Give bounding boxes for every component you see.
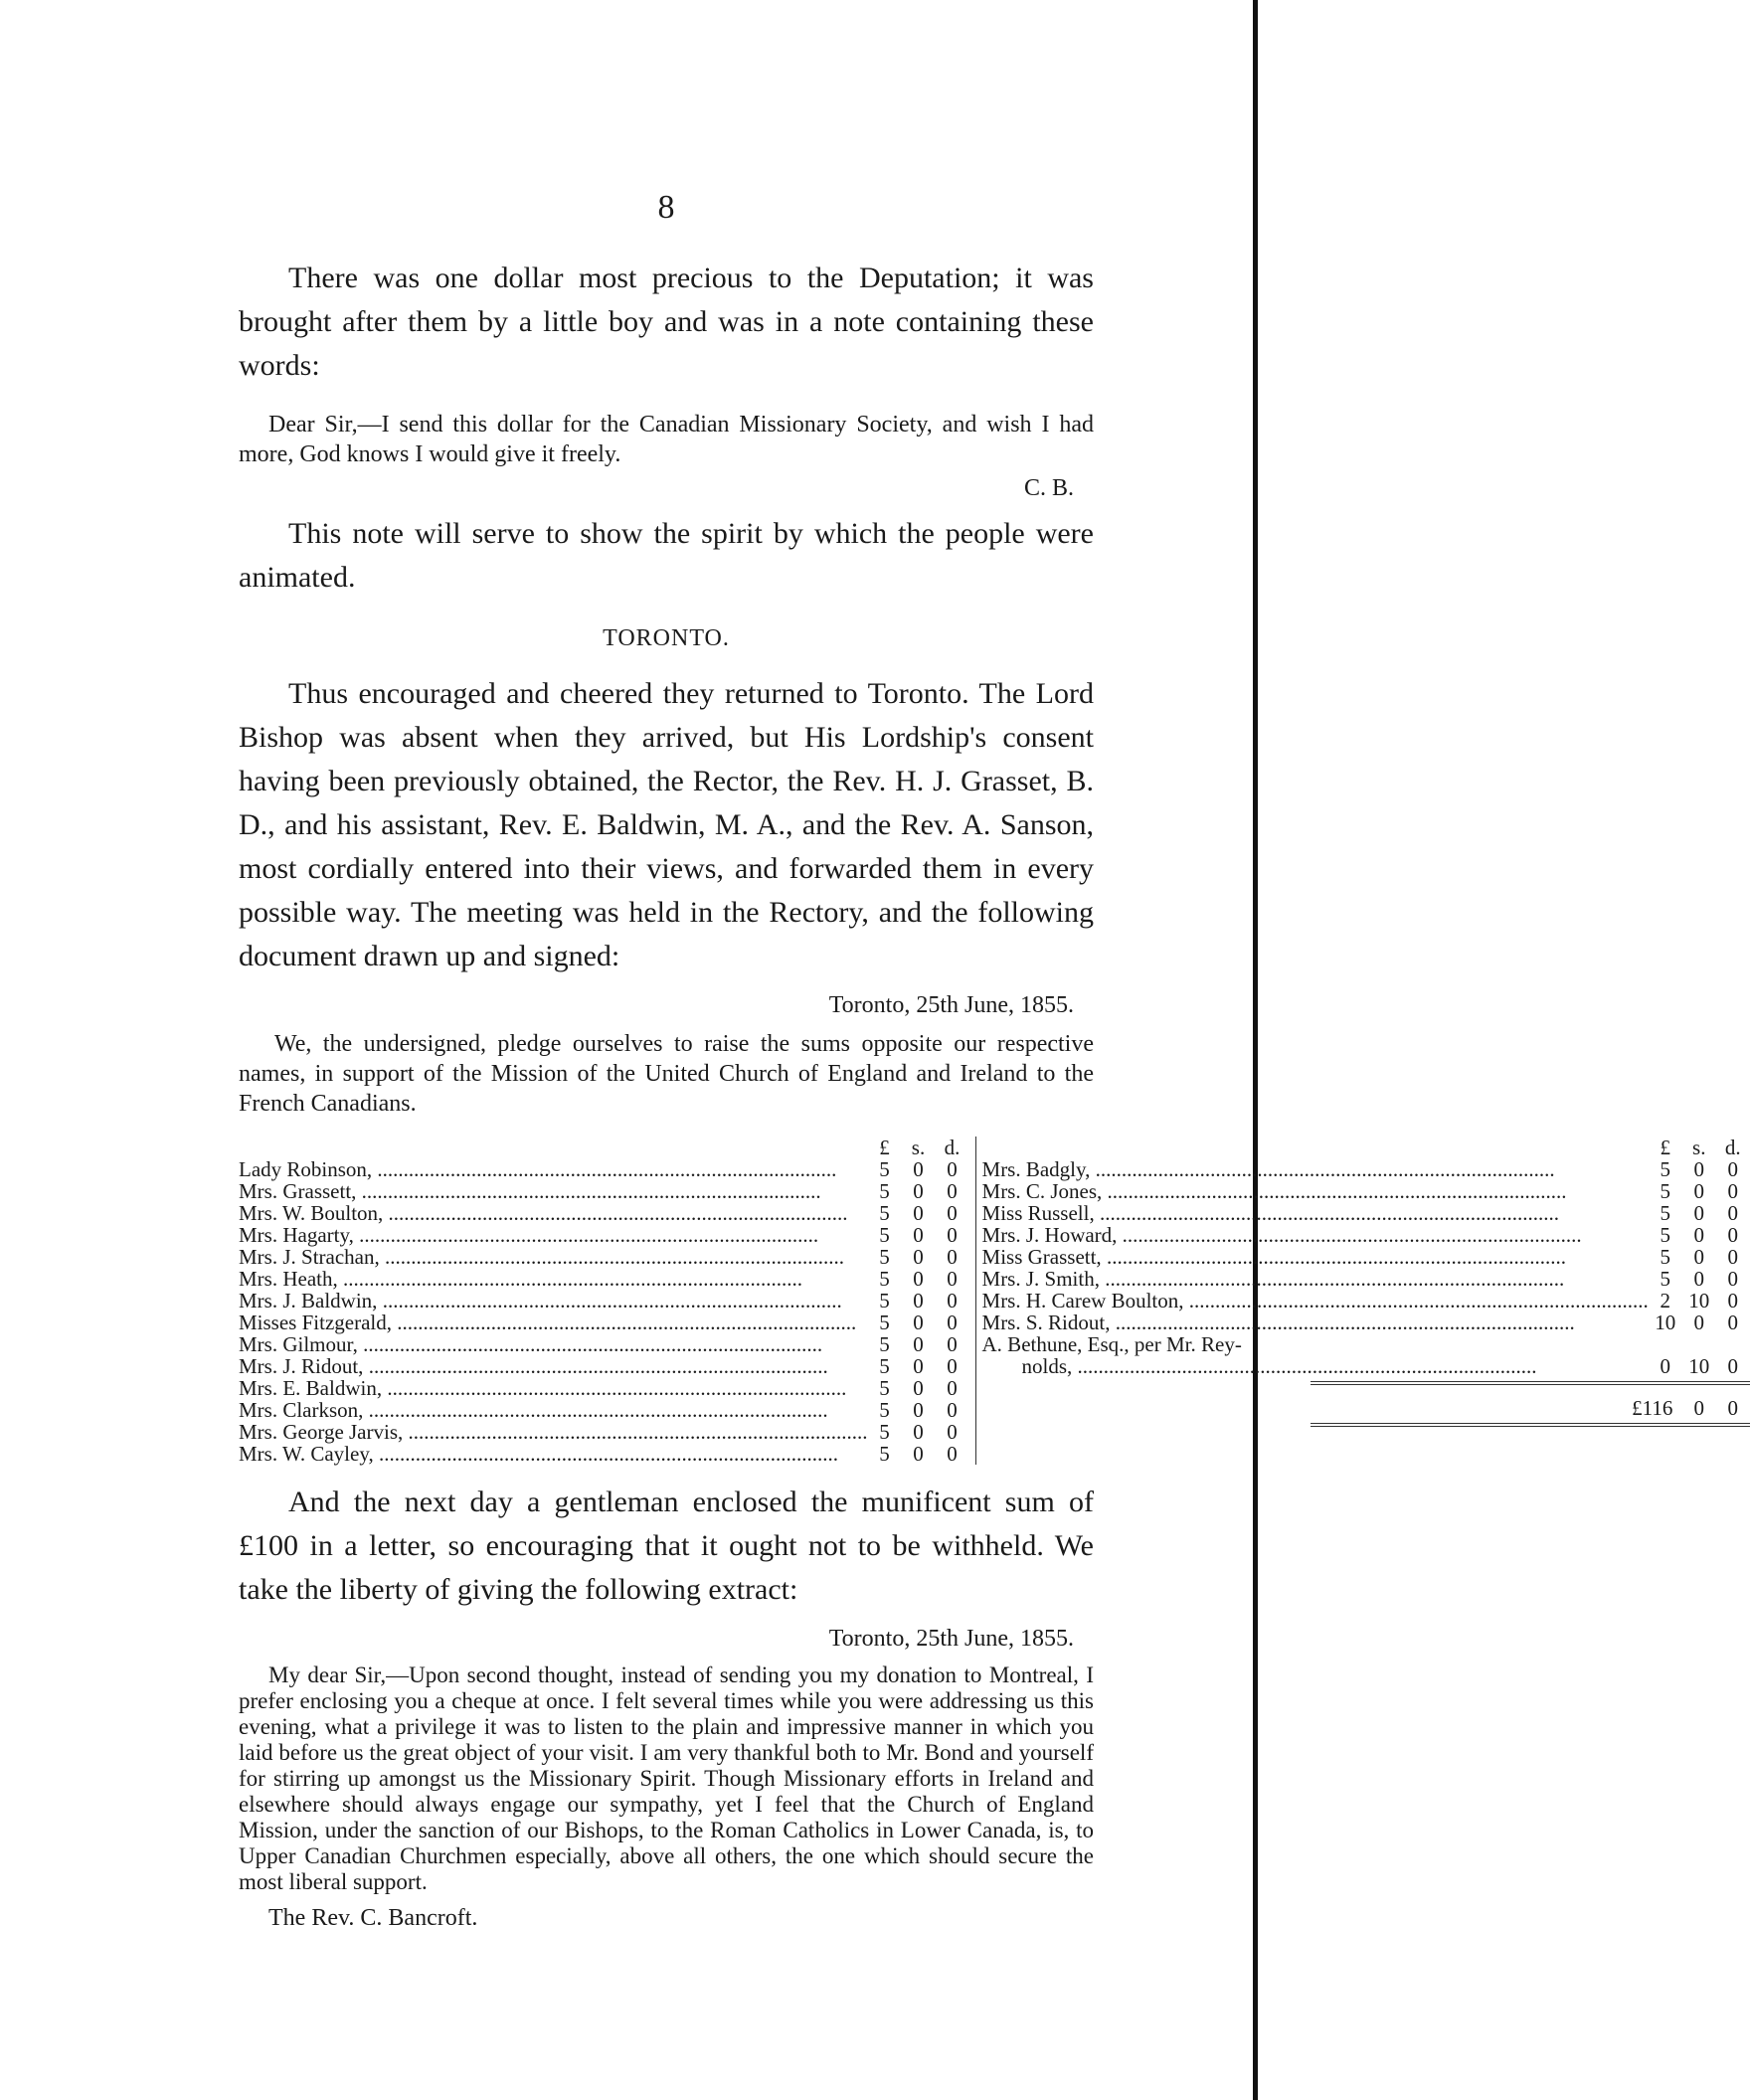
amount-shillings: 0 xyxy=(913,1332,924,1356)
shilling-header: s. xyxy=(911,1136,926,1159)
dateline: Toronto, 25th June, 1855. xyxy=(828,992,1074,1018)
subscriber-row xyxy=(982,1355,1750,1377)
subscriber-row xyxy=(239,1355,969,1377)
subscription-column-left xyxy=(239,1137,976,1465)
amount-shillings: 0 xyxy=(913,1354,924,1378)
amount-shillings: 0 xyxy=(913,1289,924,1312)
currency-header xyxy=(982,1137,1750,1158)
amount-pence: 0 xyxy=(947,1442,958,1466)
amount-pence: 0 xyxy=(947,1354,958,1378)
subscriber-row xyxy=(982,1333,1750,1355)
pence-header: d. xyxy=(944,1136,961,1159)
page-edge xyxy=(1253,0,1320,2100)
subscriber-row xyxy=(239,1246,969,1268)
total-pence: 0 xyxy=(1727,1396,1739,1420)
amount-shillings: 0 xyxy=(1693,1201,1705,1225)
amount-pounds: 5 xyxy=(879,1179,890,1203)
amount-pence: 0 xyxy=(1727,1201,1739,1225)
subscriber-name: Mrs. J. Baldwin, ..... xyxy=(239,1290,868,1312)
currency-header xyxy=(239,1137,969,1158)
subscriber-name: Mrs. Hagarty, ..... xyxy=(239,1224,868,1246)
amount-pence: 0 xyxy=(1727,1267,1739,1291)
amount-pounds: 5 xyxy=(879,1311,890,1334)
shilling-header: s. xyxy=(1692,1136,1706,1159)
subscriber-row xyxy=(239,1377,969,1399)
amount-shillings: 0 xyxy=(913,1311,924,1334)
total-shillings: 0 xyxy=(1693,1396,1705,1420)
subscriber-name: Mrs. J. Howard, ..... xyxy=(982,1224,1649,1246)
amount-shillings: 0 xyxy=(913,1267,924,1291)
amount-pence: 0 xyxy=(1727,1179,1739,1203)
amount-pounds: 5 xyxy=(879,1201,890,1225)
quoted-note: Dear Sir,—I send this dollar for the Canadian Missionary Society, and wish I had more, God knows I would give it freely. xyxy=(239,412,1094,467)
amount-pence: 0 xyxy=(947,1420,958,1444)
subscriber-name: Mrs. Badgly, ..... xyxy=(982,1158,1649,1180)
pence-header: d. xyxy=(1724,1136,1741,1159)
subscriber-row xyxy=(982,1268,1750,1290)
subscription-list xyxy=(239,1136,1741,1466)
pledge-text: We, the undersigned, pledge ourselves to raise the sums opposite our respective names, in support of the Mission of the United Church of England and Ireland to the French Canadians. xyxy=(239,1031,1094,1117)
subscriber-row xyxy=(239,1224,969,1246)
page xyxy=(239,189,1741,1932)
amount-pounds: 5 xyxy=(1660,1157,1671,1181)
subscriber-name: Mrs. George Jarvis, ..... xyxy=(239,1421,868,1443)
amount-pounds: 5 xyxy=(1660,1245,1671,1269)
amount-shillings: 0 xyxy=(1693,1311,1705,1334)
amount-pence: 0 xyxy=(1727,1354,1739,1378)
letter-extract: My dear Sir,—Upon second thought, instead of sending you my donation to Montreal, I prefer enclosing you a cheque at once. I felt several times while you were addressing us this evening, what a privilege it was to listen to the plain and impressive manner in which you laid before us the great object of your visit. I am very thankful both to Mr. Bond and yourself for stirring up amongst us the Missionary Spirit. Though Missionary efforts in Ireland and elsewhere should always engage our sympathy, yet I feel that the Church of England Mission, under the sanction of our Bishops, to the Roman Catholics in Lower Canada, is, to Upper Canadian Churchmen especially, above all others, the one which should secure the most liberal support. xyxy=(239,1662,1094,1894)
amount-shillings: 10 xyxy=(1688,1289,1710,1312)
amount-pence: 0 xyxy=(1727,1289,1739,1312)
amount-pence: 0 xyxy=(947,1289,958,1312)
subscriber-name: A. Bethune, Esq., per Mr. Rey- xyxy=(981,1332,1242,1356)
amount-pounds: 5 xyxy=(1660,1223,1671,1247)
dateline: Toronto, 25th June, 1855. xyxy=(828,1626,1074,1652)
subscriber-name: Mrs. Clarkson, ..... xyxy=(239,1399,868,1421)
subscriber-name: Mrs. W. Cayley, ..... xyxy=(239,1443,868,1465)
subscriber-name: Mrs. H. Carew Boulton, ..... xyxy=(982,1290,1649,1312)
total-row xyxy=(982,1397,1750,1419)
amount-pounds: 5 xyxy=(879,1376,890,1400)
subscriber-row xyxy=(239,1399,969,1421)
subscriber-name: Mrs. C. Jones, ..... xyxy=(982,1180,1649,1202)
amount-pence: 0 xyxy=(1727,1311,1739,1334)
pound-header: £ xyxy=(879,1136,890,1159)
total-rule xyxy=(1311,1423,1750,1427)
subscription-column-right xyxy=(976,1137,1750,1465)
subscriber-name: Lady Robinson, ..... xyxy=(239,1158,868,1180)
amount-shillings: 0 xyxy=(913,1179,924,1203)
subscriber-name: Mrs. Gilmour, ..... xyxy=(239,1333,868,1355)
subscriber-name: Mrs. J. Strachan, ..... xyxy=(239,1246,868,1268)
subscriber-row xyxy=(239,1421,969,1443)
amount-shillings: 0 xyxy=(1693,1245,1705,1269)
amount-shillings: 0 xyxy=(1693,1157,1705,1181)
subscriber-row xyxy=(982,1246,1750,1268)
amount-pounds: 0 xyxy=(1660,1354,1671,1378)
amount-pence: 0 xyxy=(1727,1245,1739,1269)
amount-pounds: 5 xyxy=(1660,1267,1671,1291)
amount-pounds: 5 xyxy=(879,1157,890,1181)
amount-pence: 0 xyxy=(947,1398,958,1422)
amount-shillings: 0 xyxy=(913,1223,924,1247)
total-rule xyxy=(1311,1381,1750,1385)
subscriber-row xyxy=(982,1158,1750,1180)
paragraph-toronto: Thus encouraged and cheered they returned to Toronto. The Lord Bishop was absent when they arrived, but His Lordship's consent having been previously obtained, the Rector, the Rev. H. J. Grasset, B. D., and his assistant, Rev. E. Baldwin, M. A., and the Rev. A. Sanson, most cordially entered into their views, and forwarded them in every possible way. The meeting was held in the Rectory, and the following document drawn up and signed: xyxy=(239,677,1094,972)
amount-pence: 0 xyxy=(947,1332,958,1356)
paragraph-gentleman: And the next day a gentleman enclosed the munificent sum of £100 in a letter, so encouraging that it ought not to be withheld. We take the liberty of giving the following extract: xyxy=(239,1486,1094,1606)
amount-pence: 0 xyxy=(1727,1223,1739,1247)
amount-pounds: 10 xyxy=(1655,1311,1676,1334)
subscriber-name: Miss Grassett, ..... xyxy=(982,1246,1649,1268)
subscriber-row xyxy=(982,1180,1750,1202)
amount-pence: 0 xyxy=(947,1179,958,1203)
subscriber-row xyxy=(982,1224,1750,1246)
amount-pounds: 5 xyxy=(879,1267,890,1291)
subscriber-name: Miss Russell, ..... xyxy=(982,1202,1649,1224)
subscriber-row xyxy=(239,1202,969,1224)
amount-pence: 0 xyxy=(947,1223,958,1247)
amount-shillings: 0 xyxy=(913,1398,924,1422)
amount-shillings: 0 xyxy=(1693,1267,1705,1291)
amount-shillings: 0 xyxy=(913,1157,924,1181)
subscriber-name: Mrs. S. Ridout, ..... xyxy=(982,1312,1649,1333)
subscriber-name: Mrs. W. Boulton, ..... xyxy=(239,1202,868,1224)
amount-pence: 0 xyxy=(947,1311,958,1334)
subscriber-name: Mrs. E. Baldwin, ..... xyxy=(239,1377,868,1399)
amount-shillings: 0 xyxy=(1693,1223,1705,1247)
amount-pounds: 5 xyxy=(879,1332,890,1356)
amount-pounds: 2 xyxy=(1660,1289,1671,1312)
amount-pence: 0 xyxy=(947,1245,958,1269)
subscriber-row xyxy=(982,1202,1750,1224)
subscriber-name: Mrs. J. Smith, ..... xyxy=(982,1268,1649,1290)
amount-pence: 0 xyxy=(1727,1157,1739,1181)
subscriber-row xyxy=(982,1312,1750,1333)
amount-pence: 0 xyxy=(947,1157,958,1181)
amount-shillings: 0 xyxy=(913,1245,924,1269)
amount-pence: 0 xyxy=(947,1201,958,1225)
amount-pounds: 5 xyxy=(1660,1201,1671,1225)
paragraph-spirit: This note will serve to show the spirit by which the people were animated. xyxy=(239,517,1094,594)
amount-shillings: 0 xyxy=(1693,1179,1705,1203)
amount-pounds: 5 xyxy=(879,1245,890,1269)
amount-shillings: 0 xyxy=(913,1201,924,1225)
subscriber-row xyxy=(239,1290,969,1312)
subscriber-name: nolds, ..... xyxy=(982,1355,1649,1377)
subscriber-row xyxy=(982,1290,1750,1312)
subscriber-row xyxy=(239,1443,969,1465)
total-pounds: £116 xyxy=(1632,1396,1673,1420)
subscriber-row xyxy=(239,1158,969,1180)
pound-header: £ xyxy=(1660,1136,1671,1159)
amount-shillings: 0 xyxy=(913,1420,924,1444)
amount-pounds: 5 xyxy=(879,1442,890,1466)
subscriber-row xyxy=(239,1312,969,1333)
subscriber-row xyxy=(239,1333,969,1355)
subscriber-name: Mrs. Heath, ..... xyxy=(239,1268,868,1290)
page-number: 8 xyxy=(657,189,675,226)
subscriber-name: Mrs. Grassett, ..... xyxy=(239,1180,868,1202)
amount-pounds: 5 xyxy=(879,1354,890,1378)
section-heading: TORONTO. xyxy=(603,625,730,651)
note-signature: C. B. xyxy=(1023,475,1074,501)
subscriber-name: Mrs. J. Ridout, ..... xyxy=(239,1355,868,1377)
paragraph-dollar: There was one dollar most precious to the Deputation; it was brought after them by a little boy and was in a note containing these words: xyxy=(239,262,1094,382)
subscriber-row xyxy=(239,1180,969,1202)
amount-pence: 0 xyxy=(947,1376,958,1400)
amount-shillings: 0 xyxy=(913,1376,924,1400)
amount-pounds: 5 xyxy=(879,1289,890,1312)
amount-shillings: 0 xyxy=(913,1442,924,1466)
amount-pounds: 5 xyxy=(1660,1179,1671,1203)
letter-addressee: The Rev. C. Bancroft. xyxy=(268,1905,478,1931)
amount-pounds: 5 xyxy=(879,1420,890,1444)
amount-shillings: 10 xyxy=(1688,1354,1710,1378)
amount-pence: 0 xyxy=(947,1267,958,1291)
amount-pounds: 5 xyxy=(879,1223,890,1247)
subscriber-row xyxy=(239,1268,969,1290)
subscriber-name: Misses Fitzgerald, ..... xyxy=(239,1312,868,1333)
amount-pounds: 5 xyxy=(879,1398,890,1422)
